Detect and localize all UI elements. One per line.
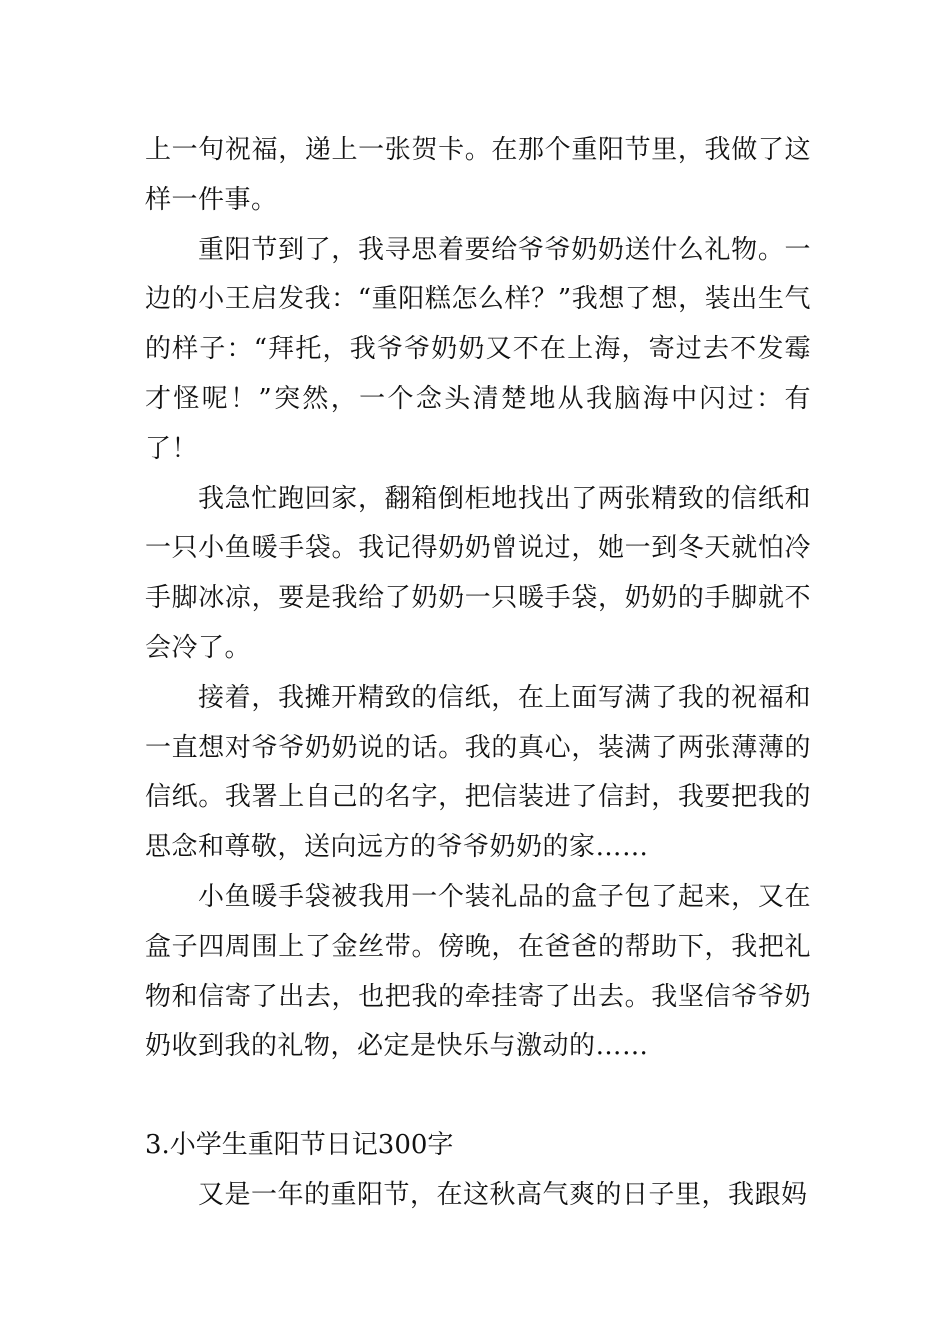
paragraph-gift-idea: 重阳节到了，我寻思着要给爷爷奶奶送什么礼物。一边的小王启发我：“重阳糕怎么样？”我想了想，装出生气的样子：“拜托，我爷爷奶奶又不在上海，寄过去不发霉才怪呢！”突然，一个念头清楚地从我脑海中闪过：有了！: [145, 234, 811, 464]
paragraph-hand-warmer: 我急忙跑回家，翻箱倒柜地找出了两张精致的信纸和一只小鱼暖手袋。我记得奶奶曾说过，她一到冬天就怕冷手脚冰凉，要是我给了奶奶一只暖手袋，奶奶的手脚就不会冷了。: [145, 483, 811, 663]
paragraph-continuation: 上一句祝福，递上一张贺卡。在那个重阳节里，我做了这样一件事。: [145, 135, 811, 215]
paragraph-section-start: 又是一年的重阳节，在这秋高气爽的日子里，我跟妈: [198, 1179, 808, 1210]
section-heading: 3.小学生重阳节日记300字: [145, 1130, 454, 1161]
paragraph-letter: 接着，我摊开精致的信纸，在上面写满了我的祝福和一直想对爷爷奶奶说的话。我的真心，装满了两张薄薄的信纸。我署上自己的名字，把信装进了信封，我要把我的思念和尊敬，送向远方的爷爷奶奶的家……: [145, 682, 811, 863]
paragraph-mailing: 小鱼暖手袋被我用一个装礼品的盒子包了起来，又在盒子四周围上了金丝带。傍晚，在爸爸的帮助下，我把礼物和信寄了出去，也把我的牵挂寄了出去。我坚信爷爷奶奶收到我的礼物，必定是快乐与激动的……: [145, 881, 811, 1062]
document-body: [145, 126, 811, 1221]
